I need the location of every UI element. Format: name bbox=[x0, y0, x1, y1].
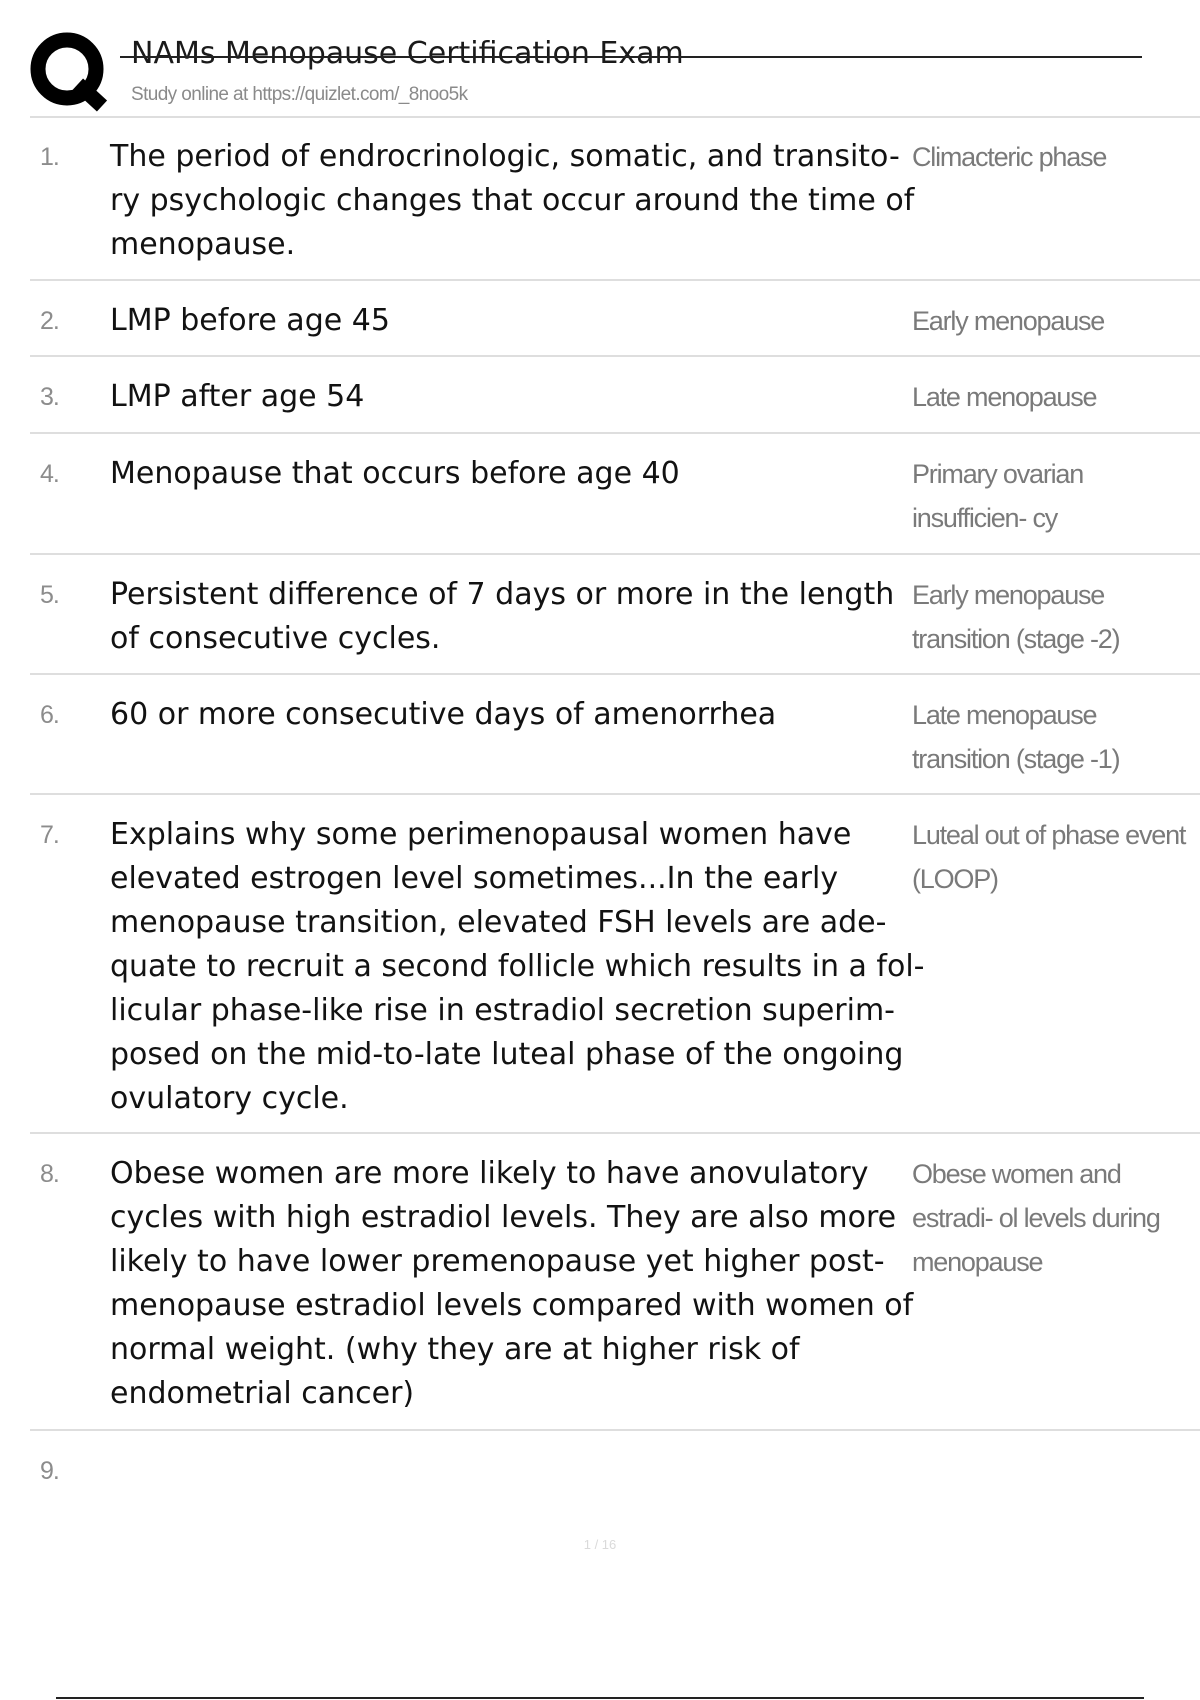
card-number: 8. bbox=[40, 1160, 59, 1188]
flashcard-row bbox=[30, 675, 1200, 795]
card-term: Persistent difference of 7 days or more in the length of consecutive cycles. bbox=[110, 577, 895, 656]
card-definition: Late menopause transition (stage -1) bbox=[912, 700, 1120, 774]
flashcard-row bbox=[30, 281, 1200, 357]
card-definition: Late menopause bbox=[912, 382, 1097, 412]
card-definition: Climacteric phase bbox=[912, 142, 1107, 172]
card-number: 2. bbox=[40, 307, 59, 335]
card-term: Explains why some perimenopausal women have elevated estrogen level sometimes...In the early menopause transition, elevated FSH levels are ade- quate to recruit a second follicle which results in a fol- licular phase-like rise in estradiol secretion superim- posed on the mid-to-late luteal phase of the ongoing ovulatory cycle. bbox=[110, 817, 925, 1116]
card-definition: Primary ovarian insufficien- cy bbox=[912, 459, 1084, 533]
card-term: Menopause that occurs before age 40 bbox=[110, 456, 680, 491]
flashcard-row bbox=[30, 1431, 1200, 1531]
page-indicator: 1 / 16 bbox=[583, 1537, 617, 1552]
card-term: 60 or more consecutive days of amenorrhea bbox=[110, 697, 777, 732]
card-number: 4. bbox=[40, 460, 59, 488]
card-number: 5. bbox=[40, 581, 59, 609]
card-term: The period of endrocrinologic, somatic, and transito- ry psychologic changes that occur around the time of menopause. bbox=[110, 139, 915, 262]
card-definition: Luteal out of phase event (LOOP) bbox=[912, 820, 1186, 894]
card-number: 1. bbox=[40, 143, 59, 171]
flashcard-row bbox=[30, 117, 1200, 281]
flashcard-row bbox=[30, 1134, 1200, 1431]
document-title: NAMs Menopause Certification Exam bbox=[131, 36, 684, 71]
flashcard-row bbox=[30, 555, 1200, 675]
card-definition: Obese women and estradi- ol levels during menopause bbox=[912, 1159, 1160, 1277]
card-number: 6. bbox=[40, 701, 59, 729]
card-number: 3. bbox=[40, 383, 59, 411]
flashcard-row bbox=[30, 434, 1200, 555]
flashcard-row bbox=[30, 357, 1200, 434]
quizlet-logo-icon bbox=[30, 32, 110, 112]
card-number: 9. bbox=[40, 1457, 59, 1485]
study-online-link[interactable]: Study online at https://quizlet.com/_8noo5k bbox=[131, 84, 468, 105]
card-term: Obese women are more likely to have anovulatory cycles with high estradiol levels. They are also more likely to have lower premenopause yet higher post- menopause estradiol levels compared with women of normal weight. (why they are at higher risk of endometrial cancer) bbox=[110, 1156, 914, 1411]
title-rule bbox=[120, 56, 1142, 58]
card-definition: Early menopause bbox=[912, 306, 1105, 336]
card-definition: Early menopause transition (stage -2) bbox=[912, 580, 1120, 654]
footer-rule bbox=[56, 1697, 1144, 1699]
card-number: 7. bbox=[40, 821, 59, 849]
card-term: LMP after age 54 bbox=[110, 379, 365, 414]
card-term: LMP before age 45 bbox=[110, 303, 390, 338]
flashcard-row bbox=[30, 795, 1200, 1134]
